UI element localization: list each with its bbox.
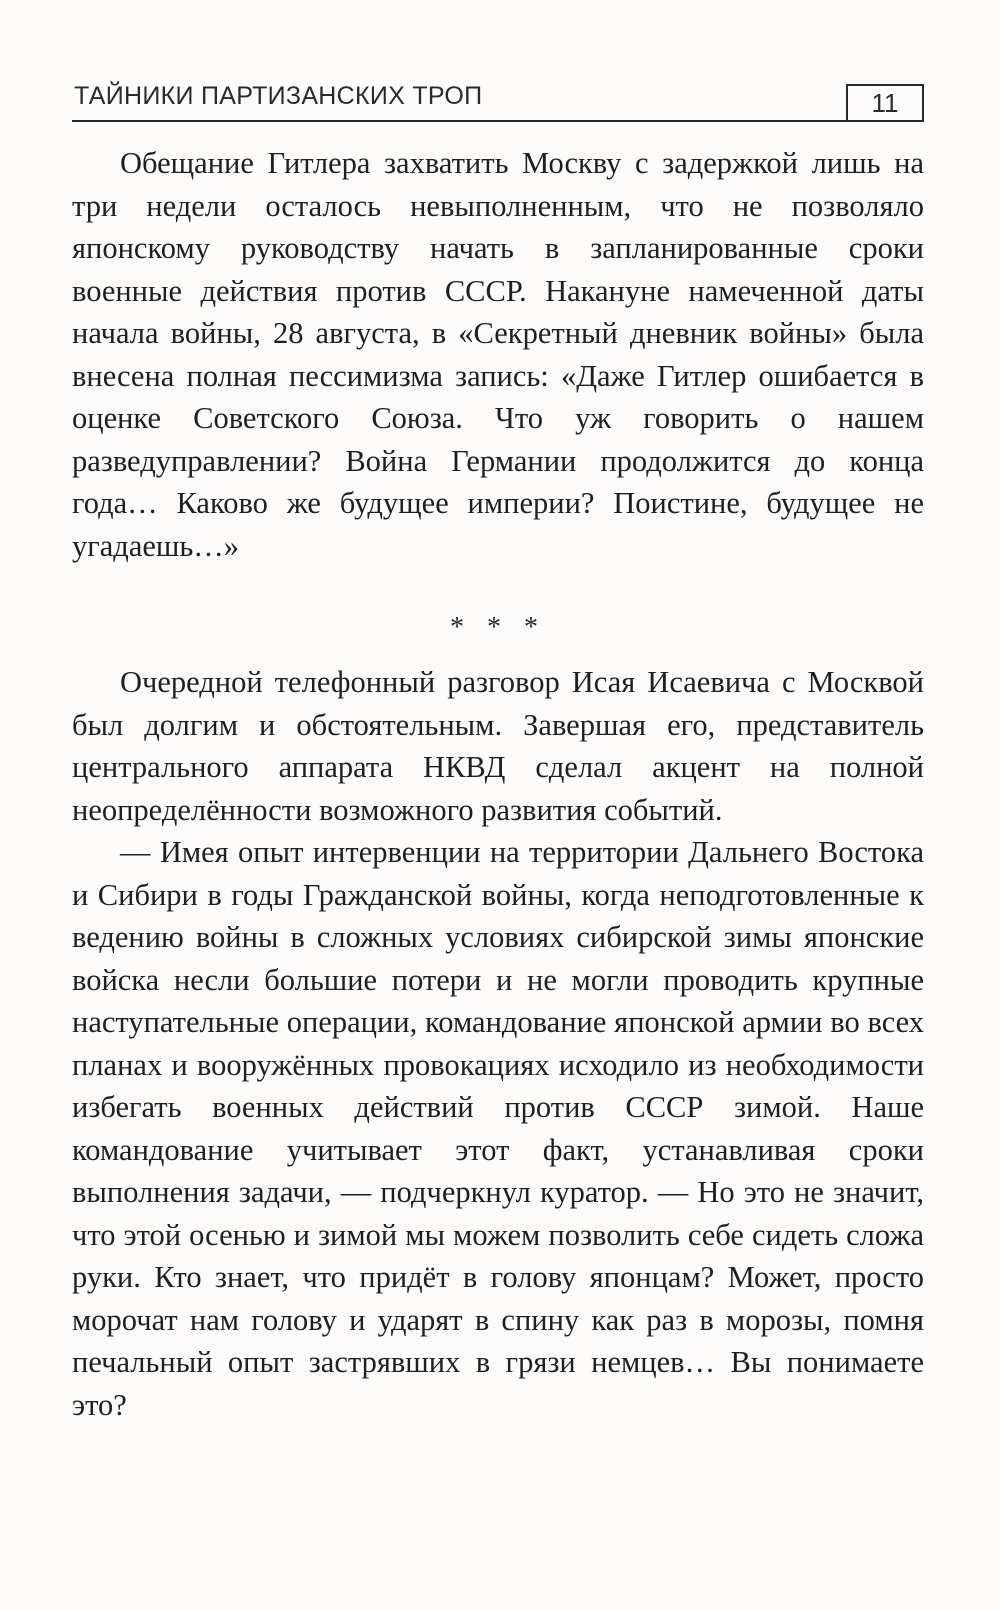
section-separator: * * * [450,612,546,643]
paragraph-3: — Имея опыт интервенции на территории Дальнего Востока и Сибири в годы Гражданской войны, когда неподготовленные к ведению войны в сложных условиях сибирской зимы японские войска несли большие потери и не могли проводить крупные наступательные операции, командование японской армии во всех планах и вооружённых провокациях исходило из необходимости избегать военных действий против СССР зимой. Наше командование учитывает этот факт, устанавливая сроки выполнения задачи, — подчеркнул куратор. — Но это не значит, что этой осенью и зимой мы можем позволить себе сидеть сложа руки. Кто знает, что придёт в голову японцам? Может, просто морочат нам голову и ударят в спину как раз в морозы, помня печальный опыт застрявших в грязи немцев… Вы понимаете это? [72,835,924,1422]
body-text [72,142,924,1426]
paragraph-2: Очередной телефонный разговор Исая Исаевича с Москвой был долгим и обстоятельным. Завершая его, представитель центрального аппарата НКВД сделал акцент на полной неопределённости возможного развития событий. [72,665,924,827]
header-title: ТАЙНИКИ ПАРТИЗАНСКИХ ТРОП [74,82,483,110]
page-number: 11 [846,84,924,120]
running-header [72,78,924,122]
paragraph-1: Обещание Гитлера захватить Москву с задержкой лишь на три недели осталось невыполненным, что не позволяло японскому руководству начать в запланированные сроки военные действия против СССР. Накануне намеченной даты начала войны, 28 августа, в «Секретный дневник войны» была внесена полная пессимизма запись: «Даже Гитлер ошибается в оценке Советского Союза. Что уж говорить о нашем разведуправлении? Война Германии продолжится до конца года… Каково же будущее империи? Поистине, будущее не угадаешь…» [72,146,924,563]
